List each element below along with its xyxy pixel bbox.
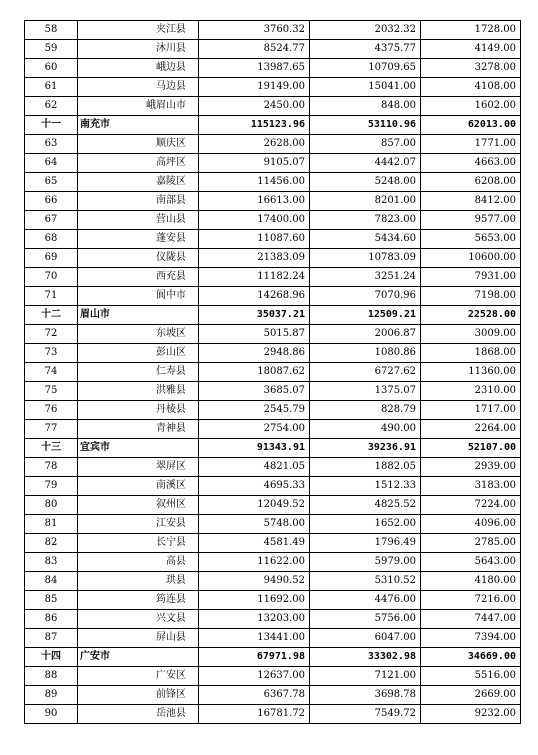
amount-col2-cell: 857.00: [310, 135, 421, 154]
amount-total-cell: 12637.00: [199, 667, 310, 686]
amount-col3-cell: 2310.00: [421, 382, 521, 401]
amount-col3-cell: 1717.00: [421, 401, 521, 420]
amount-col2-cell: 3251.24: [310, 268, 421, 287]
amount-col3-cell: 6208.00: [421, 173, 521, 192]
amount-total-cell: 2628.00: [199, 135, 310, 154]
data-table-page: [24, 20, 520, 724]
amount-total-cell: 11087.60: [199, 230, 310, 249]
region-name-cell: 江安县: [78, 515, 199, 534]
region-name-cell: 仁寿县: [78, 363, 199, 382]
table-row: [25, 97, 521, 116]
amount-total-cell: 5015.87: [199, 325, 310, 344]
row-index-cell: 73: [25, 344, 78, 363]
region-name-cell: 南部县: [78, 192, 199, 211]
table-row: [25, 154, 521, 173]
amount-col2-cell: 1375.07: [310, 382, 421, 401]
region-name-cell: 顺庆区: [78, 135, 199, 154]
region-name-cell: 蓬安县: [78, 230, 199, 249]
region-name-cell: 眉山市: [78, 306, 199, 325]
row-index-cell: 十三: [25, 439, 78, 458]
row-index-cell: 十一: [25, 116, 78, 135]
table-body: [25, 21, 521, 724]
amount-col3-cell: 1602.00: [421, 97, 521, 116]
amount-total-cell: 3760.32: [199, 21, 310, 40]
amount-col3-cell: 4096.00: [421, 515, 521, 534]
table-row: [25, 21, 521, 40]
amount-col2-cell: 53110.96: [310, 116, 421, 135]
amount-col2-cell: 1080.86: [310, 344, 421, 363]
amount-col2-cell: 848.00: [310, 97, 421, 116]
row-index-cell: 62: [25, 97, 78, 116]
amount-col3-cell: 4180.00: [421, 572, 521, 591]
amount-total-cell: 8524.77: [199, 40, 310, 59]
amount-col2-cell: 10783.09: [310, 249, 421, 268]
amount-total-cell: 2450.00: [199, 97, 310, 116]
region-name-cell: 峨眉山市: [78, 97, 199, 116]
table-row: [25, 287, 521, 306]
amount-col2-cell: 7823.00: [310, 211, 421, 230]
amount-col2-cell: 15041.00: [310, 78, 421, 97]
table-row: [25, 249, 521, 268]
row-index-cell: 63: [25, 135, 78, 154]
row-index-cell: 67: [25, 211, 78, 230]
amount-col3-cell: 1868.00: [421, 344, 521, 363]
row-index-cell: 64: [25, 154, 78, 173]
region-name-cell: 南充市: [78, 116, 199, 135]
amount-col3-cell: 22528.00: [421, 306, 521, 325]
amount-total-cell: 19149.00: [199, 78, 310, 97]
amount-col3-cell: 2785.00: [421, 534, 521, 553]
amount-col2-cell: 7549.72: [310, 705, 421, 724]
amount-total-cell: 4821.05: [199, 458, 310, 477]
table-row: [25, 78, 521, 97]
amount-col2-cell: 39236.91: [310, 439, 421, 458]
amount-col3-cell: 3009.00: [421, 325, 521, 344]
city-subtotal-row: [25, 306, 521, 325]
amount-col2-cell: 4442.07: [310, 154, 421, 173]
amount-col3-cell: 11360.00: [421, 363, 521, 382]
amount-col2-cell: 5310.52: [310, 572, 421, 591]
amount-col2-cell: 2032.32: [310, 21, 421, 40]
amount-col2-cell: 8201.00: [310, 192, 421, 211]
region-name-cell: 宜宾市: [78, 439, 199, 458]
row-index-cell: 74: [25, 363, 78, 382]
table-row: [25, 40, 521, 59]
row-index-cell: 59: [25, 40, 78, 59]
row-index-cell: 61: [25, 78, 78, 97]
row-index-cell: 72: [25, 325, 78, 344]
table-row: [25, 458, 521, 477]
amount-col2-cell: 7070.96: [310, 287, 421, 306]
amount-col3-cell: 2939.00: [421, 458, 521, 477]
row-index-cell: 80: [25, 496, 78, 515]
region-name-cell: 叙州区: [78, 496, 199, 515]
region-name-cell: 东坡区: [78, 325, 199, 344]
amount-col3-cell: 5516.00: [421, 667, 521, 686]
region-name-cell: 高县: [78, 553, 199, 572]
table-row: [25, 230, 521, 249]
amount-total-cell: 2948.86: [199, 344, 310, 363]
amount-total-cell: 11692.00: [199, 591, 310, 610]
region-name-cell: 仪陇县: [78, 249, 199, 268]
region-name-cell: 前锋区: [78, 686, 199, 705]
row-index-cell: 77: [25, 420, 78, 439]
table-row: [25, 667, 521, 686]
amount-col3-cell: 3183.00: [421, 477, 521, 496]
region-name-cell: 峨边县: [78, 59, 199, 78]
row-index-cell: 83: [25, 553, 78, 572]
row-index-cell: 81: [25, 515, 78, 534]
row-index-cell: 71: [25, 287, 78, 306]
amount-col2-cell: 6727.62: [310, 363, 421, 382]
amount-col2-cell: 5979.00: [310, 553, 421, 572]
amount-col3-cell: 7198.00: [421, 287, 521, 306]
amount-col2-cell: 1512.33: [310, 477, 421, 496]
row-index-cell: 76: [25, 401, 78, 420]
amount-col2-cell: 4476.00: [310, 591, 421, 610]
row-index-cell: 88: [25, 667, 78, 686]
amount-col3-cell: 1771.00: [421, 135, 521, 154]
table-row: [25, 363, 521, 382]
row-index-cell: 86: [25, 610, 78, 629]
table-row: [25, 572, 521, 591]
region-name-cell: 高坪区: [78, 154, 199, 173]
row-index-cell: 69: [25, 249, 78, 268]
row-index-cell: 90: [25, 705, 78, 724]
row-index-cell: 78: [25, 458, 78, 477]
row-index-cell: 79: [25, 477, 78, 496]
amount-col3-cell: 2264.00: [421, 420, 521, 439]
amount-total-cell: 12049.52: [199, 496, 310, 515]
data-table: [24, 20, 521, 724]
amount-col3-cell: 3278.00: [421, 59, 521, 78]
region-name-cell: 广安区: [78, 667, 199, 686]
amount-total-cell: 14268.96: [199, 287, 310, 306]
amount-col3-cell: 2669.00: [421, 686, 521, 705]
amount-col3-cell: 7394.00: [421, 629, 521, 648]
amount-col3-cell: 5653.00: [421, 230, 521, 249]
amount-total-cell: 67971.98: [199, 648, 310, 667]
table-row: [25, 382, 521, 401]
amount-total-cell: 13987.65: [199, 59, 310, 78]
amount-total-cell: 11622.00: [199, 553, 310, 572]
amount-col3-cell: 4663.00: [421, 154, 521, 173]
amount-col2-cell: 7121.00: [310, 667, 421, 686]
region-name-cell: 屏山县: [78, 629, 199, 648]
amount-col2-cell: 5248.00: [310, 173, 421, 192]
amount-col3-cell: 7224.00: [421, 496, 521, 515]
amount-col2-cell: 5434.60: [310, 230, 421, 249]
amount-total-cell: 13203.00: [199, 610, 310, 629]
row-index-cell: 70: [25, 268, 78, 287]
region-name-cell: 沐川县: [78, 40, 199, 59]
amount-col3-cell: 4149.00: [421, 40, 521, 59]
amount-col2-cell: 10709.65: [310, 59, 421, 78]
row-index-cell: 87: [25, 629, 78, 648]
row-index-cell: 75: [25, 382, 78, 401]
amount-total-cell: 16613.00: [199, 192, 310, 211]
amount-total-cell: 13441.00: [199, 629, 310, 648]
region-name-cell: 阆中市: [78, 287, 199, 306]
amount-total-cell: 3685.07: [199, 382, 310, 401]
amount-col3-cell: 9232.00: [421, 705, 521, 724]
amount-col2-cell: 1882.05: [310, 458, 421, 477]
region-name-cell: 青神县: [78, 420, 199, 439]
amount-col2-cell: 4825.52: [310, 496, 421, 515]
amount-col2-cell: 1652.00: [310, 515, 421, 534]
amount-col2-cell: 5756.00: [310, 610, 421, 629]
row-index-cell: 十四: [25, 648, 78, 667]
row-index-cell: 89: [25, 686, 78, 705]
region-name-cell: 广安市: [78, 648, 199, 667]
region-name-cell: 南溪区: [78, 477, 199, 496]
amount-total-cell: 5748.00: [199, 515, 310, 534]
region-name-cell: 兴文县: [78, 610, 199, 629]
amount-total-cell: 9490.52: [199, 572, 310, 591]
amount-total-cell: 91343.91: [199, 439, 310, 458]
city-subtotal-row: [25, 116, 521, 135]
amount-total-cell: 4695.33: [199, 477, 310, 496]
amount-total-cell: 11182.24: [199, 268, 310, 287]
amount-total-cell: 16781.72: [199, 705, 310, 724]
table-row: [25, 420, 521, 439]
amount-col3-cell: 52107.00: [421, 439, 521, 458]
amount-col2-cell: 33302.98: [310, 648, 421, 667]
amount-col2-cell: 4375.77: [310, 40, 421, 59]
amount-total-cell: 6367.78: [199, 686, 310, 705]
row-index-cell: 65: [25, 173, 78, 192]
table-row: [25, 211, 521, 230]
amount-col3-cell: 9577.00: [421, 211, 521, 230]
region-name-cell: 夹江县: [78, 21, 199, 40]
amount-total-cell: 4581.49: [199, 534, 310, 553]
table-row: [25, 59, 521, 78]
region-name-cell: 营山县: [78, 211, 199, 230]
table-row: [25, 496, 521, 515]
amount-col2-cell: 12509.21: [310, 306, 421, 325]
amount-total-cell: 115123.96: [199, 116, 310, 135]
row-index-cell: 58: [25, 21, 78, 40]
table-row: [25, 591, 521, 610]
amount-total-cell: 21383.09: [199, 249, 310, 268]
amount-total-cell: 18087.62: [199, 363, 310, 382]
amount-col3-cell: 34669.00: [421, 648, 521, 667]
amount-col3-cell: 7216.00: [421, 591, 521, 610]
row-index-cell: 60: [25, 59, 78, 78]
table-row: [25, 705, 521, 724]
amount-total-cell: 9105.07: [199, 154, 310, 173]
table-row: [25, 629, 521, 648]
region-name-cell: 岳池县: [78, 705, 199, 724]
table-row: [25, 534, 521, 553]
amount-col3-cell: 10600.00: [421, 249, 521, 268]
region-name-cell: 马边县: [78, 78, 199, 97]
table-row: [25, 325, 521, 344]
table-row: [25, 344, 521, 363]
amount-col2-cell: 1796.49: [310, 534, 421, 553]
amount-col2-cell: 6047.00: [310, 629, 421, 648]
amount-col3-cell: 4108.00: [421, 78, 521, 97]
region-name-cell: 嘉陵区: [78, 173, 199, 192]
amount-total-cell: 2545.79: [199, 401, 310, 420]
city-subtotal-row: [25, 648, 521, 667]
amount-col3-cell: 1728.00: [421, 21, 521, 40]
amount-col3-cell: 62013.00: [421, 116, 521, 135]
table-row: [25, 135, 521, 154]
amount-total-cell: 11456.00: [199, 173, 310, 192]
table-row: [25, 192, 521, 211]
table-row: [25, 553, 521, 572]
amount-col2-cell: 828.79: [310, 401, 421, 420]
region-name-cell: 洪雅县: [78, 382, 199, 401]
row-index-cell: 68: [25, 230, 78, 249]
amount-col3-cell: 5643.00: [421, 553, 521, 572]
row-index-cell: 82: [25, 534, 78, 553]
table-row: [25, 268, 521, 287]
amount-col2-cell: 490.00: [310, 420, 421, 439]
row-index-cell: 66: [25, 192, 78, 211]
amount-col3-cell: 8412.00: [421, 192, 521, 211]
region-name-cell: 彭山区: [78, 344, 199, 363]
amount-total-cell: 35037.21: [199, 306, 310, 325]
table-row: [25, 173, 521, 192]
row-index-cell: 十二: [25, 306, 78, 325]
region-name-cell: 丹棱县: [78, 401, 199, 420]
amount-col3-cell: 7931.00: [421, 268, 521, 287]
table-row: [25, 477, 521, 496]
amount-total-cell: 17400.00: [199, 211, 310, 230]
table-row: [25, 515, 521, 534]
region-name-cell: 珙县: [78, 572, 199, 591]
table-row: [25, 610, 521, 629]
amount-total-cell: 2754.00: [199, 420, 310, 439]
region-name-cell: 筠连县: [78, 591, 199, 610]
amount-col2-cell: 2006.87: [310, 325, 421, 344]
row-index-cell: 85: [25, 591, 78, 610]
table-row: [25, 686, 521, 705]
amount-col3-cell: 7447.00: [421, 610, 521, 629]
region-name-cell: 翠屏区: [78, 458, 199, 477]
region-name-cell: 西充县: [78, 268, 199, 287]
table-row: [25, 401, 521, 420]
row-index-cell: 84: [25, 572, 78, 591]
city-subtotal-row: [25, 439, 521, 458]
region-name-cell: 长宁县: [78, 534, 199, 553]
amount-col2-cell: 3698.78: [310, 686, 421, 705]
